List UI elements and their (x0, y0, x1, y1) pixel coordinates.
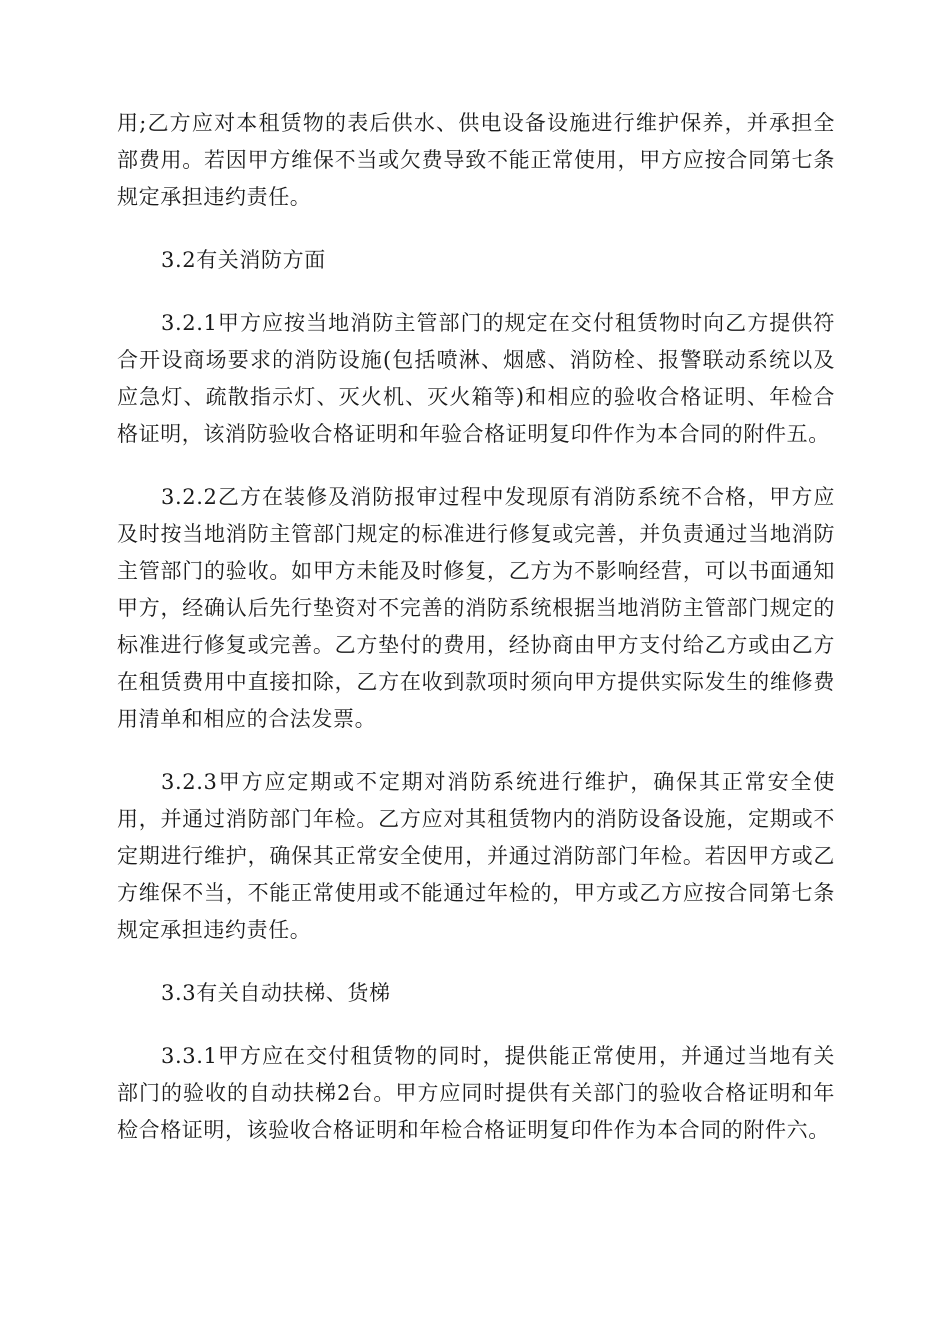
paragraph-3-2-2: 3.2.2乙方在装修及消防报审过程中发现原有消防系统不合格，甲方应及时按当地消防主管部门规定的标准进行修复或完善，并负责通过当地消防主管部门的验收。如甲方未能及时修复，乙方为不影响经营，可以书面通知甲方，经确认后先行垫资对不完善的消防系统根据当地消防主管部门规定的标准进行修复或完善。乙方垫付的费用，经协商由甲方支付给乙方或由乙方在租赁费用中直接扣除，乙方在收到款项时须向甲方提供实际发生的维修费用清单和相应的合法发票。 (117, 485, 835, 731)
paragraph-continuation: 用;乙方应对本租赁物的表后供水、供电设备设施进行维护保养，并承担全部费用。若因甲方维保不当或欠费导致不能正常使用，甲方应按合同第七条规定承担违约责任。 (117, 111, 835, 209)
paragraph-3-3-1: 3.3.1甲方应在交付租赁物的同时，提供能正常使用，并通过当地有关部门的验收的自动扶梯2台。甲方应同时提供有关部门的验收合格证明和年检合格证明，该验收合格证明和年检合格证明复印件作为本合同的附件六。 (117, 1044, 835, 1142)
paragraph-3-2-1: 3.2.1甲方应按当地消防主管部门的规定在交付租赁物时向乙方提供符合开设商场要求的消防设施(包括喷淋、烟感、消防栓、报警联动系统以及应急灯、疏散指示灯、灭火机、灭火箱等)和相应的验收合格证明、年检合格证明，该消防验收合格证明和年验合格证明复印件作为本合同的附件五。 (117, 311, 835, 446)
section-heading-3-2: 3.2有关消防方面 (161, 248, 326, 272)
section-heading-3-3: 3.3有关自动扶梯、货梯 (161, 981, 391, 1005)
paragraph-3-2-3: 3.2.3甲方应定期或不定期对消防系统进行维护，确保其正常安全使用，并通过消防部门年检。乙方应对其租赁物内的消防设备设施，定期或不定期进行维护，确保其正常安全使用，并通过消防部门年检。若因甲方或乙方维保不当，不能正常使用或不能通过年检的，甲方或乙方应按合同第七条规定承担违约责任。 (117, 770, 835, 942)
